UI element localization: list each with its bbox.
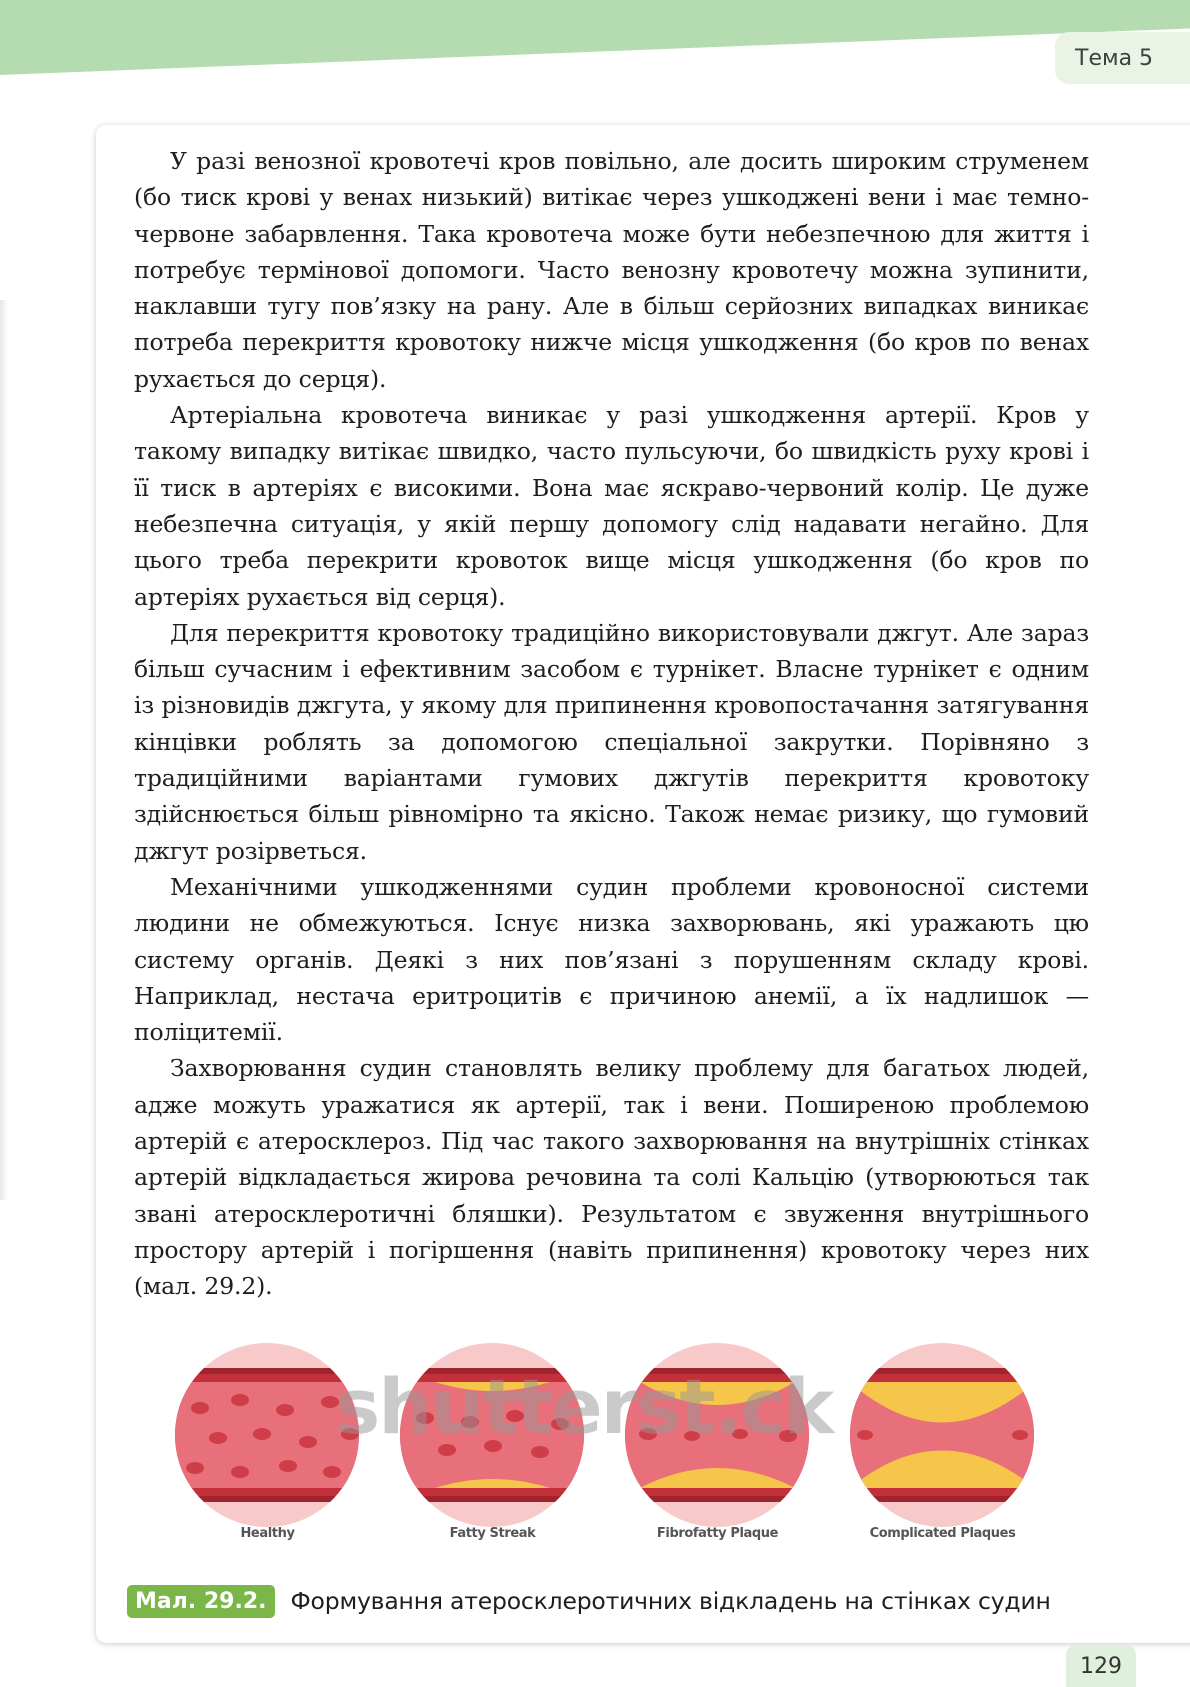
stage-label: Complicated Plaques xyxy=(869,1526,1016,1541)
topic-tab xyxy=(1055,32,1190,84)
caption-text: Формування атеросклеротичних відкладень на стінках судин xyxy=(290,1587,1051,1615)
page-number: 129 xyxy=(1066,1645,1136,1687)
paragraph-arterial-bleeding: Артеріальна кровотеча виникає у разі ушкодження артерії. Кров у такому випадку витікає швидко, часто пульсуючи, бо швидкість руху крові і її тиск в артеріях є високими. Вона має яскраво-червоний колір. Це дуже небезпечна ситуація, у якій першу допомогу слід надавати негайно. Для цього треба перекрити кровоток вище місця ушкодження (бо кров по артеріях рухається від серця). xyxy=(134,401,1089,611)
paragraph-venous-bleeding: У разі венозної кровотечі кров повільно, але досить широким струменем (бо тиск крові у венах низький) витікає через ушкоджені вени і має темно-червоне забарвлення. Така кровотеча може бути небезпечною для життя і потребує термінової допомоги. Часто венозну кровотечу можна зупинити, наклавши тугу пов’язку на рану. Але в більш серйозних випадках виникає потреба перекриття кровотоку нижче місця ушкодження (бо кров по венах рухається до серця). xyxy=(134,147,1089,393)
figure-number-badge: Мал. 29.2. xyxy=(127,1585,275,1618)
stage-label: Healthy xyxy=(240,1526,295,1541)
stage-label: Fatty Streak xyxy=(449,1526,536,1541)
paragraph-blood-diseases: Механічними ушкодженнями судин проблеми кровоносної системи людини не обмежуються. Існує низка захворювань, які уражають цю систему органів. Деякі з них пов’язані з порушенням складу крові. Наприклад, нестача еритроцитів є причиною анемії, а їх надлишок — поліцитемії. xyxy=(134,872,1089,1047)
paragraph-tourniquet: Для перекриття кровотоку традиційно використовували джгут. Але зараз більш сучасним і ефективним засобом є турнікет. Власне турнікет є одним із різновидів джгута, у якому для припинення кровопостачання затягування кінцівки роблять за допомогою спеціальної закрутки. Порівняно з традиційними варіантами гумових джгутів перекриття кровотоку здійснюється більш рівномірно та якісно. Також немає ризику, що гумовий джгут розірветься. xyxy=(134,618,1089,865)
header-band xyxy=(0,0,1190,75)
stage-label: Fibrofatty Plaque xyxy=(656,1526,779,1541)
page-edge-shadow xyxy=(0,300,8,1200)
body-text xyxy=(134,143,1089,1305)
topic-label: Тема 5 xyxy=(1075,45,1154,71)
stock-watermark: shutterst.ck xyxy=(335,1362,833,1451)
figure-caption xyxy=(127,1581,1051,1621)
paragraph-atherosclerosis: Захворювання судин становлять велику проблему для багатьох людей, адже можуть уражатися як артерії, так і вени. Поширеною проблемою артерій є атеросклероз. Під час такого захворювання на внутрішніх стінках артерій відкладається жирова речовина та солі Кальцію (утворюються так звані атеросклеротичні бляшки). Результатом є звуження внутрішнього простору артерій і погіршення (навіть припинення) кровотоку через них (мал. 29.2). xyxy=(134,1054,1089,1301)
